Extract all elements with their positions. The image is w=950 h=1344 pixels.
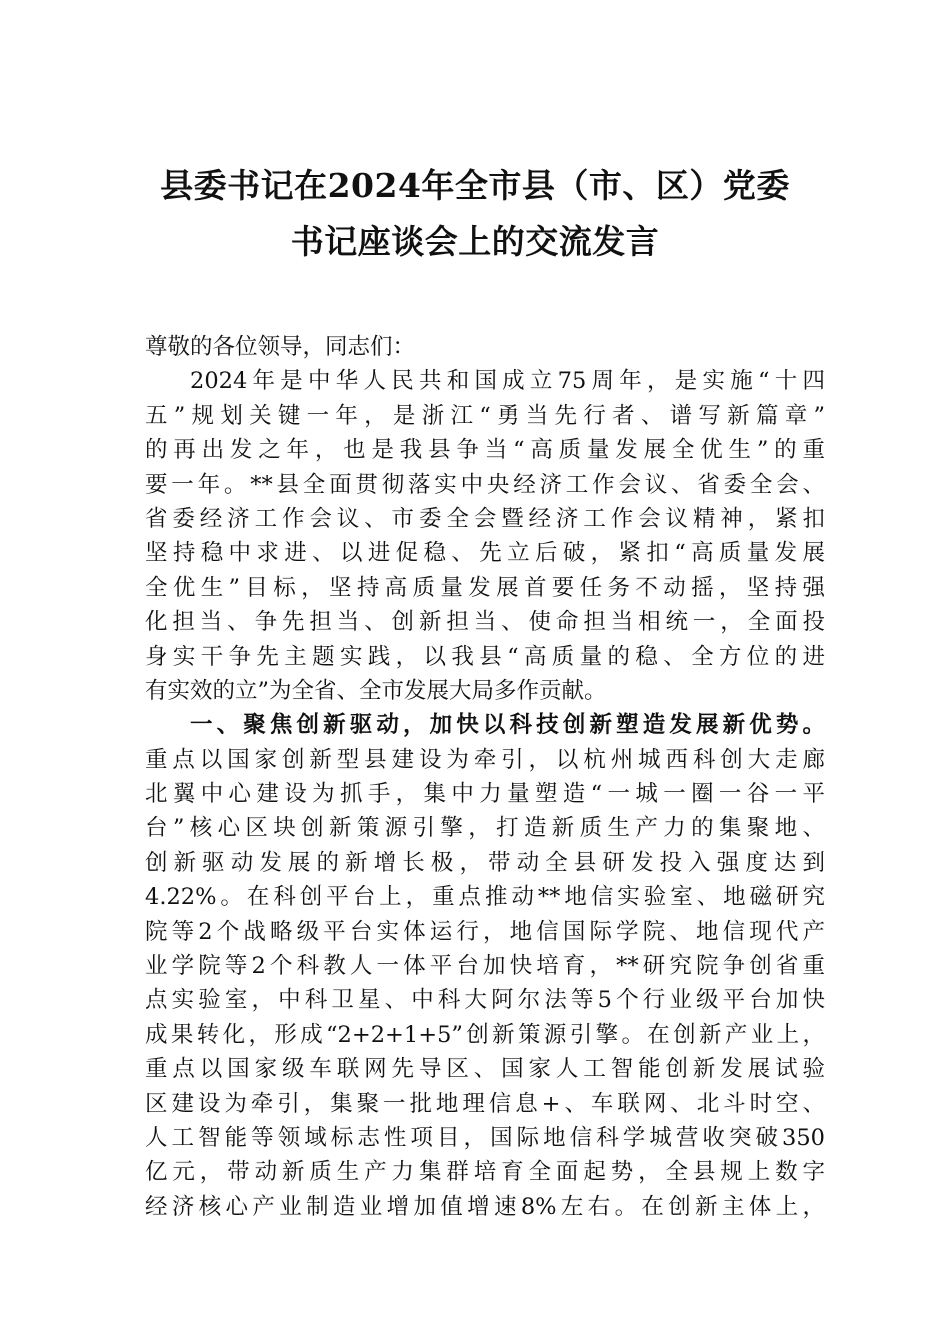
paragraph-line: 经济核心产业制造业增加值增速8%左右。在创新主体上， [145,1193,825,1220]
paragraph-line: 身实干争先主题实践，以我县“高质量的稳、全方位的进 [145,643,825,670]
title-line-2: 书记座谈会上的交流发言 [290,222,660,261]
paragraph-line: 五”规划关键一年，是浙江“勇当先行者、谱写新篇章” [145,402,825,429]
paragraph-line: 人工智能等领域标志性项目，国际地信科学城营收突破350 [145,1124,825,1151]
paragraph-line: 亿元，带动新质生产力集群培育全面起势，全县规上数字 [145,1159,825,1186]
paragraph-line: 重点以国家级车联网先导区、国家人工智能创新发展试验 [145,1056,825,1083]
paragraph-line: 4.22%。在科创平台上，重点推动**地信实验室、地磁研究 [145,884,825,911]
section-heading: 一、聚焦创新驱动，加快以科技创新塑造发展新优势。 [190,712,825,739]
paragraph-line: 2024年是中华人民共和国成立75周年，是实施“十四 [190,368,825,395]
paragraph-line: 创新驱动发展的新增长极，带动全县研发投入强度达到 [145,849,825,876]
paragraph-line: 重点以国家创新型县建设为牵引，以杭州城西科创大走廊 [145,746,825,773]
paragraph-line: 化担当、争先担当、创新担当、使命担当相统一，全面投 [145,609,825,636]
paragraph-line: 要一年。**县全面贯彻落实中央经济工作会议、省委全会、 [145,471,825,498]
paragraph-line: 省委经济工作会议、市委全会暨经济工作会议精神，紧扣 [145,505,825,532]
paragraph-line: 台”核心区块创新策源引擎，打造新质生产力的集聚地、 [145,815,825,842]
paragraph-line: 成果转化，形成“2+2+1+5”创新策源引擎。在创新产业上， [145,1021,825,1048]
paragraph-line: 北翼中心建设为抓手，集中力量塑造“一城一圈一谷一平 [145,781,825,808]
paragraph-line: 有实效的立”为全省、全市发展大局多作贡献。 [145,677,607,704]
paragraph-line: 点实验室，中科卫星、中科大阿尔法等5个行业级平台加快 [145,987,825,1014]
paragraph-line: 全优生”目标，坚持高质量发展首要任务不动摇，坚持强 [145,574,825,601]
document-body [145,330,825,1224]
document-title [120,158,830,270]
paragraph-line: 坚持稳中求进、以进促稳、先立后破，紧扣“高质量发展 [145,540,825,567]
paragraph-line: 院等2个战略级平台实体运行，地信国际学院、地信现代产 [145,918,825,945]
salutation: 尊敬的各位领导，同志们： [145,334,416,360]
paragraph-line: 区建设为牵引，集聚一批地理信息+、车联网、北斗时空、 [145,1090,825,1117]
paragraph-line: 业学院等2个科教人一体平台加快培育，**研究院争创省重 [145,953,825,980]
title-line-1: 县委书记在2024年全市县（市、区）党委 [160,166,790,205]
paragraph-line: 的再出发之年，也是我县争当“高质量发展全优生”的重 [145,437,825,464]
